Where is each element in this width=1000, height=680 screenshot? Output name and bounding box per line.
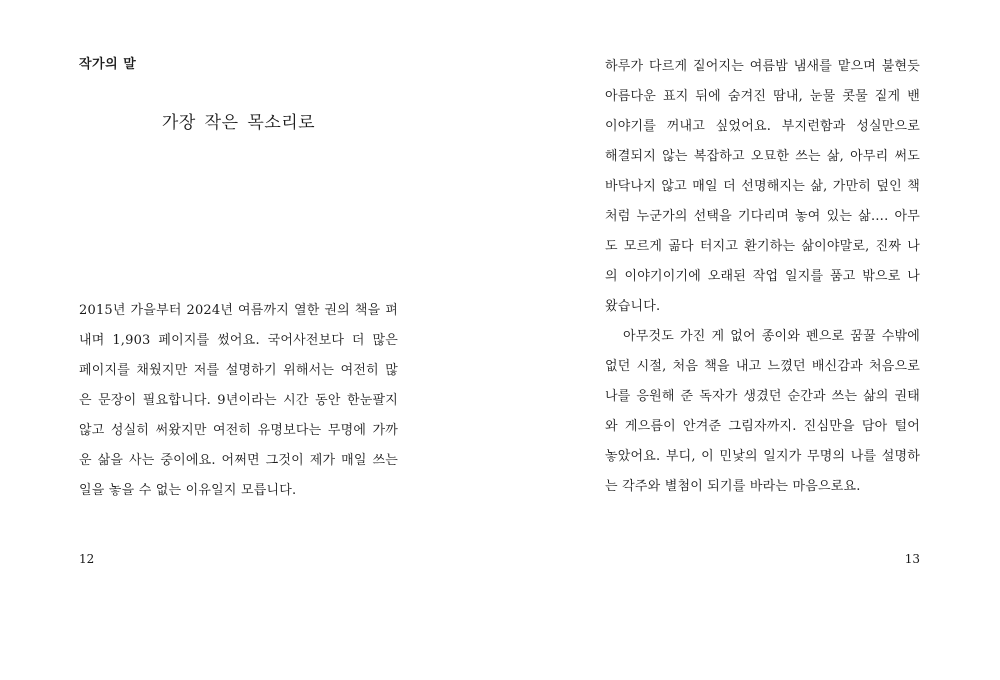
text-line: 운 삶을 사는 중이에요. 어쩌면 그것이 제가 매일 쓰는 <box>79 453 398 468</box>
text-line: 바닥나지 않고 매일 더 선명해지는 삶, 가만히 덮인 책 <box>605 179 920 194</box>
text-line: 도 모르게 곪다 터지고 환기하는 삶이야말로, 진짜 나 <box>605 239 920 254</box>
text-line: 의 이야기이기에 오래된 작업 일지를 품고 밖으로 나 <box>605 269 920 284</box>
text-line: 내며 1,903 페이지를 썼어요. 국어사전보다 더 많은 <box>79 333 398 348</box>
text-line: 놓았어요. 부디, 이 민낯의 일지가 무명의 나를 설명하 <box>605 449 920 464</box>
text-line: 하루가 다르게 짙어지는 여름밤 냄새를 맡으며 불현듯 <box>605 59 920 74</box>
text-line: 없던 시절, 처음 책을 내고 느꼈던 배신감과 처음으로 <box>605 359 920 374</box>
text-line: 은 문장이 필요합니다. 9년이라는 시간 동안 한눈팔지 <box>79 393 398 408</box>
chapter-title: 가장 작은 목소리로 <box>161 113 316 133</box>
text-line: 아무것도 가진 게 없어 종이와 펜으로 꿈꿀 수밖에 <box>623 329 920 344</box>
text-line: 는 각주와 별첨이 되기를 바라는 마음으로요. <box>605 479 861 494</box>
text-line: 아름다운 표지 뒤에 숨겨진 땀내, 눈물 콧물 짙게 밴 <box>605 89 920 104</box>
text-line: 2015년 가을부터 2024년 여름까지 열한 권의 책을 펴 <box>79 303 398 318</box>
text-line: 처럼 누군가의 선택을 기다리며 놓여 있는 삶…. 아무 <box>605 209 920 224</box>
text-line: 나를 응원해 준 독자가 생겼던 순간과 쓰는 삶의 권태 <box>605 389 920 404</box>
text-line: 해결되지 않는 복잡하고 오묘한 쓰는 삶, 아무리 써도 <box>605 149 920 164</box>
page-left <box>79 0 398 680</box>
text-line: 이야기를 꺼내고 싶었어요. 부지런함과 성실만으로 <box>605 119 920 134</box>
section-header: 작가의 말 <box>79 57 137 72</box>
page-number-left: 12 <box>79 552 95 566</box>
text-line: 페이지를 채웠지만 저를 설명하기 위해서는 여전히 많 <box>79 363 398 378</box>
page-right <box>605 0 920 680</box>
right-page-body <box>605 52 920 502</box>
left-page-body <box>79 296 398 506</box>
page-number-right: 13 <box>904 552 920 566</box>
text-line: 않고 성실히 써왔지만 여전히 유명보다는 무명에 가까 <box>79 423 398 438</box>
text-line: 일을 놓을 수 없는 이유일지 모릅니다. <box>79 483 297 498</box>
text-line: 와 게으름이 안겨준 그림자까지. 진심만을 담아 털어 <box>605 419 920 434</box>
text-line: 왔습니다. <box>605 299 661 314</box>
